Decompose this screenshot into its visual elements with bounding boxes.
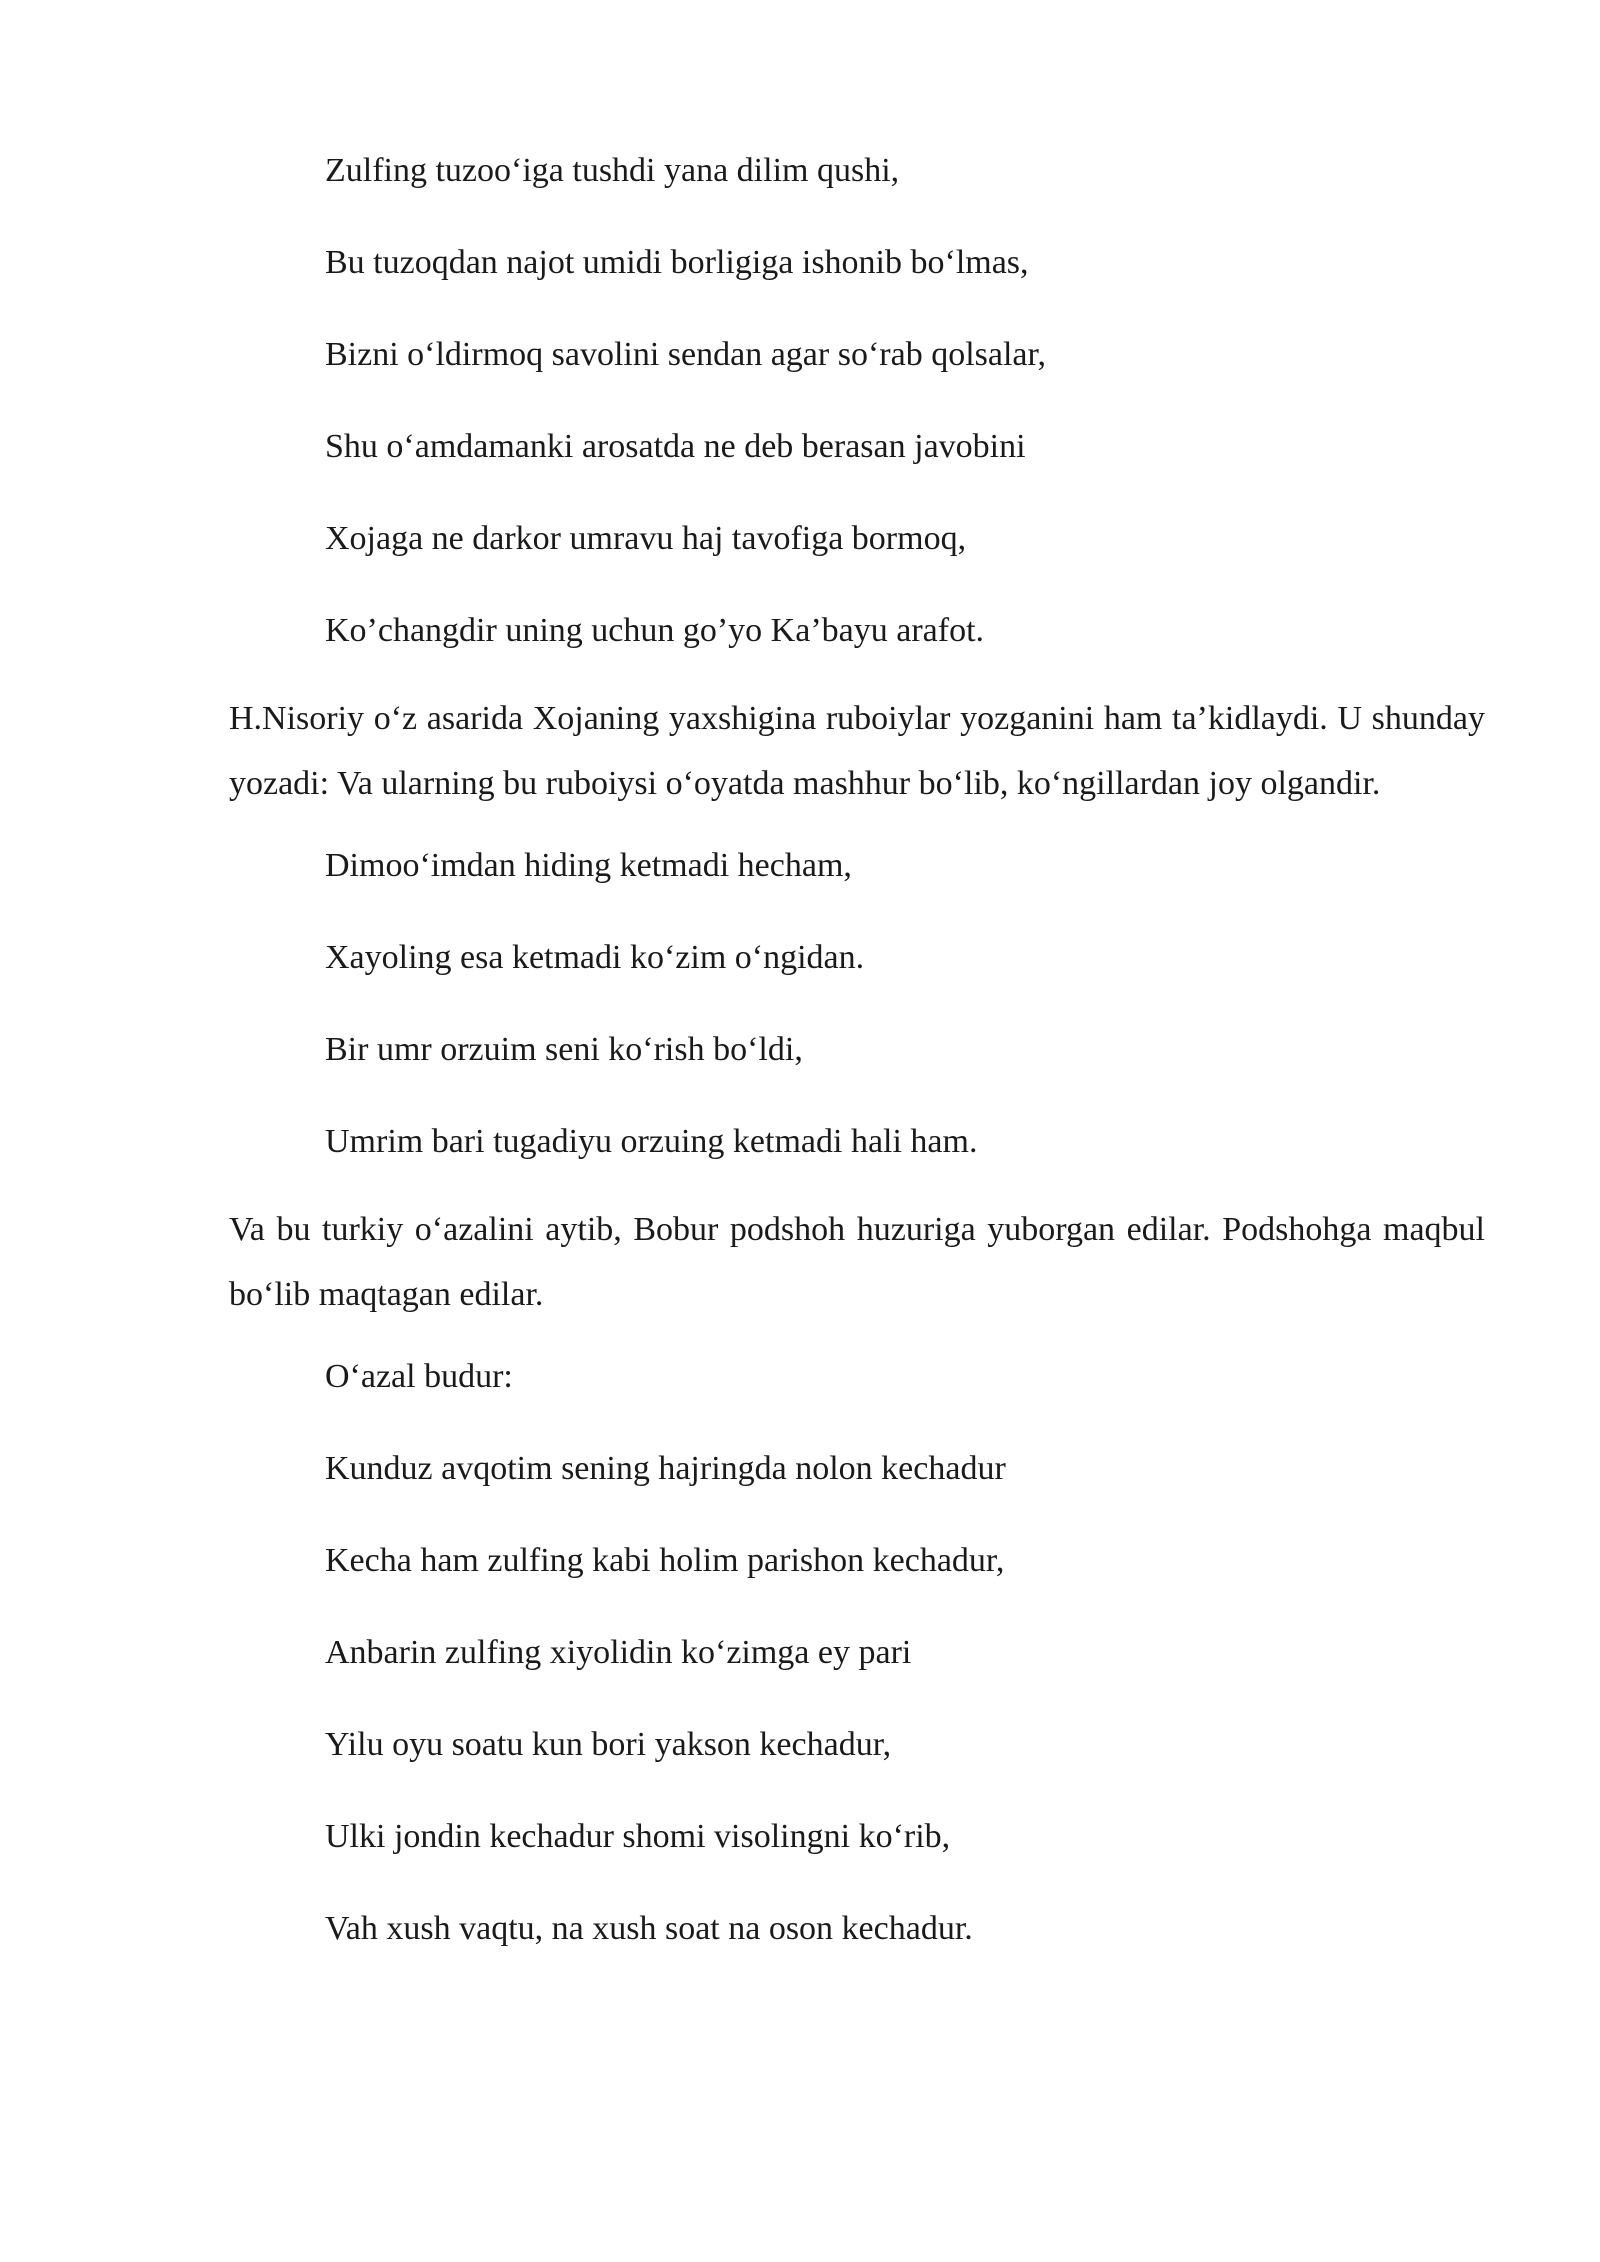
prose-paragraph-1: H.Nisoriy o‘z asarida Xojaning yaxshigina ruboiylar yozganini ham ta’kidlaydi. U shunday yozadi: Va ularning bu ruboiysi o‘oyatda mashhur bo‘lib, ko‘ngillardan joy olgandir. (229, 700, 1485, 802)
verse-line: Vah xush vaqtu, na xush soat na oson kechadur. (325, 1910, 973, 1947)
verse-line: Kecha ham zulfing kabi holim parishon kechadur, (325, 1542, 1005, 1579)
prose-paragraph-2: Va bu turkiy o‘azalini aytib, Bobur podshoh huzuriga yuborgan edilar. Podshohga maqbul bo‘lib maqtagan edilar. (229, 1211, 1485, 1313)
verse-line: Shu o‘amdamanki arosatda ne deb berasan javobini (325, 428, 1026, 465)
verse-line: Bu tuzoqdan najot umidi borligiga ishonib bo‘lmas, (325, 244, 1029, 281)
verse-stanza-2 (229, 843, 1485, 1165)
verse-line: Ko’changdir uning uchun go’yo Ka’bayu arafot. (325, 612, 985, 649)
verse-line: Xayoling esa ketmadi ko‘zim o‘ngidan. (325, 939, 865, 976)
verse-line: Dimoo‘imdan hiding ketmadi hecham, (325, 847, 852, 884)
verse-line: Ulki jondin kechadur shomi visolingni ko‘rib, (325, 1818, 951, 1855)
verse-line: Xojaga ne darkor umravu haj tavofiga bormoq, (325, 520, 967, 557)
ghazal-heading: O‘azal budur: (325, 1358, 513, 1395)
verse-stanza-3 (229, 1354, 1485, 1952)
verse-line: Bir umr orzuim seni ko‘rish bo‘ldi, (325, 1031, 803, 1068)
document-body (229, 148, 1485, 1998)
verse-line: Anbarin zulfing xiyolidin ko‘zimga ey pari (325, 1634, 912, 1671)
verse-line: Yilu oyu soatu kun bori yakson kechadur, (325, 1726, 892, 1763)
verse-stanza-1 (229, 148, 1485, 654)
verse-line: Zulfing tuzoo‘iga tushdi yana dilim qushi, (325, 152, 900, 189)
verse-line: Bizni o‘ldirmoq savolini sendan agar so‘rab qolsalar, (325, 336, 1046, 373)
verse-line: Kunduz avqotim sening hajringda nolon kechadur (325, 1450, 1006, 1487)
verse-line: Umrim bari tugadiyu orzuing ketmadi hali ham. (325, 1123, 978, 1160)
